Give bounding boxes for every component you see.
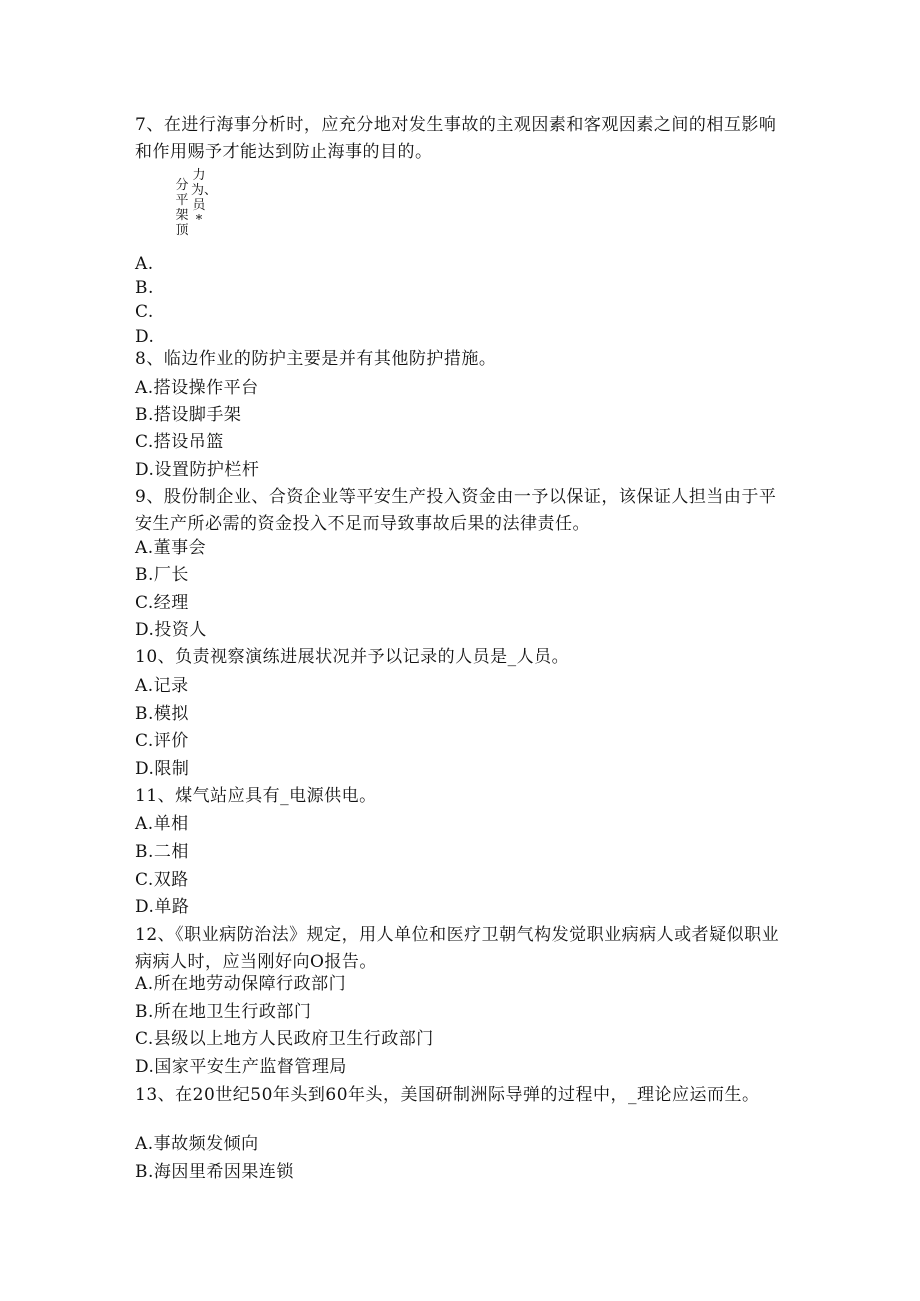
question-10-option-d: D.限制 xyxy=(135,759,190,779)
question-12-option-d: D.国家平安生产监督管理局 xyxy=(135,1057,347,1077)
question-11-option-c: C.双路 xyxy=(135,870,189,890)
question-13-stem: 13、在20世纪50年头到60年头，美国研制洲际导弹的过程中，_理论应运而生。 xyxy=(135,1085,760,1105)
question-8-option-b: B.搭设脚手架 xyxy=(135,405,242,425)
question-9-option-a: A.董事会 xyxy=(135,538,207,558)
question-7-vertical-text-1: 分平架顶 xyxy=(175,178,189,238)
question-8-stem: 8、临边作业的防护主要是并有其他防护措施。 xyxy=(135,349,497,369)
question-8-option-c: C.搭设吊篮 xyxy=(135,432,224,452)
question-9-option-c: C.经理 xyxy=(135,593,189,613)
question-8-option-a: A.搭设操作平台 xyxy=(135,378,259,398)
question-7-option-d: D. xyxy=(135,327,155,347)
question-11-stem: 11、煤气站应具有_电源供电。 xyxy=(135,786,377,806)
question-7-vertical-text-2: 力为、员* xyxy=(191,168,218,228)
question-9-stem: 9、股份制企业、合资企业等平安生产投入资金由一予以保证，该保证人担当由于平安生产所必需的资金投入不足而导致事故后果的法律责任。 xyxy=(135,487,777,534)
question-10-option-b: B.模拟 xyxy=(135,704,189,724)
question-12-option-b: B.所在地卫生行政部门 xyxy=(135,1002,312,1022)
question-12-option-c: C.县级以上地方人民政府卫生行政部门 xyxy=(135,1029,434,1049)
question-9-option-d: D.投资人 xyxy=(135,620,207,640)
question-13-option-b: B.海因里希因果连锁 xyxy=(135,1162,294,1182)
question-12-stem: 12、《职业病防治法》规定，用人单位和医疗卫朝气构发觉职业病病人或者疑似职业病病人时，应当刚好向O报告。 xyxy=(135,925,780,972)
question-10-option-a: A.记录 xyxy=(135,676,189,696)
question-11-option-b: B.二相 xyxy=(135,842,189,862)
question-7-option-a: A. xyxy=(135,254,154,274)
question-10-option-c: C.评价 xyxy=(135,731,189,751)
question-9-option-b: B.厂长 xyxy=(135,565,189,585)
question-12-option-a: A.所在地劳动保障行政部门 xyxy=(135,974,347,994)
question-11-option-a: A.单相 xyxy=(135,814,189,834)
question-11-option-d: D.单路 xyxy=(135,897,190,917)
question-8-option-d: D.设置防护栏杆 xyxy=(135,460,260,480)
question-7-option-c: C. xyxy=(135,302,154,322)
question-7-stem: 7、在进行海事分析时，应充分地对发生事故的主观因素和客观因素之间的相互影响和作用赐予才能达到防止海事的目的。 xyxy=(135,115,777,162)
question-10-stem: 10、负责视察演练进展状况并予以记录的人员是_人员。 xyxy=(135,647,570,667)
question-7-option-b: B. xyxy=(135,278,154,298)
question-13-option-a: A.事故频发倾向 xyxy=(135,1134,259,1154)
